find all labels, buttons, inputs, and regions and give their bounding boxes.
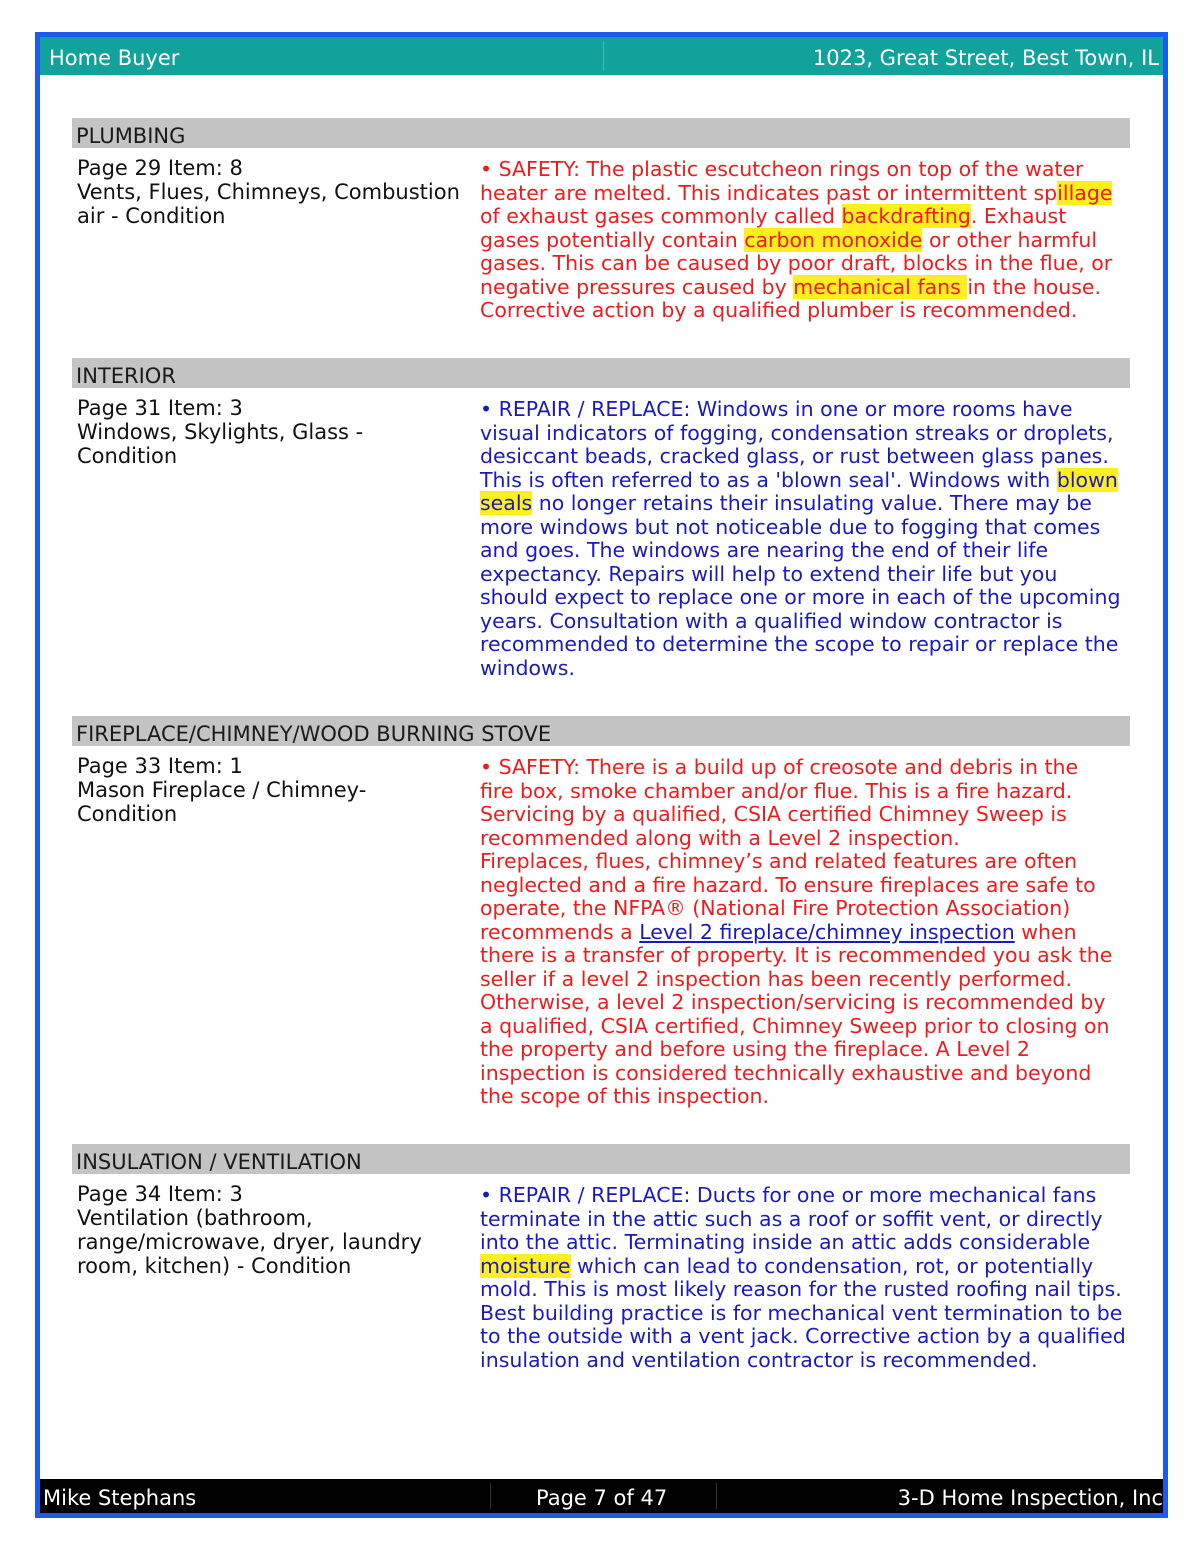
company-name: 3-D Home Inspection, Inc	[897, 1486, 1163, 1510]
comment-text: heater are melted. This indicates past or intermittent sp	[480, 180, 1058, 205]
comment-line	[480, 1085, 1130, 1109]
item-name-line: air - Condition	[77, 204, 226, 228]
comment-line	[480, 803, 1130, 827]
item-comment	[480, 158, 1130, 323]
inspection-link[interactable]: Level 2 fireplace/chimney inspection	[639, 919, 1015, 944]
item-comment	[480, 1184, 1130, 1372]
comment-text: • REPAIR / REPLACE: Windows in one or more rooms have	[480, 397, 1073, 421]
comment-text: no longer retains their insulating value. There may be	[532, 491, 1092, 515]
comment-text: there is a transfer of property. It is recommended you ask the	[480, 943, 1113, 967]
comment-text: the scope of this inspection.	[480, 1084, 770, 1108]
comment-line	[480, 850, 1130, 874]
section-title: FIREPLACE/CHIMNEY/WOOD BURNING STOVE	[72, 716, 1130, 746]
highlighted-term: seals	[480, 491, 533, 515]
comment-line	[480, 252, 1130, 276]
comment-text: desiccant beads, cracked glass, or rust between glass panes.	[480, 444, 1109, 468]
comment-text: fire box, smoke chamber and/or flue. This is a fire hazard.	[480, 778, 1073, 803]
comment-text: recommended to determine the scope to repair or replace the	[480, 632, 1119, 656]
comment-text: visual indicators of fogging, condensation streaks or droplets,	[480, 420, 1114, 445]
highlighted-term: blown	[1056, 467, 1118, 492]
item-reference	[77, 754, 457, 826]
comment-text: seller if a level 2 inspection has been recently performed.	[480, 966, 1072, 991]
section-fireplace	[72, 716, 1130, 1126]
item-reference	[77, 156, 460, 228]
comment-text: Best building practice is for mechanical vent termination to be	[480, 1300, 1123, 1325]
comment-line	[480, 1302, 1130, 1326]
item-name-line: Condition	[77, 802, 178, 826]
comment-text: Otherwise, a level 2 inspection/servicing is recommended by	[480, 990, 1106, 1014]
comment-line	[480, 610, 1130, 634]
comment-text: or other harmful	[922, 227, 1098, 252]
comment-line	[480, 921, 1130, 945]
client-label: Home Buyer	[49, 46, 180, 70]
highlighted-term: moisture	[480, 1253, 571, 1278]
highlighted-term: backdrafting	[841, 204, 971, 228]
comment-line	[480, 1231, 1130, 1255]
comment-line	[480, 756, 1130, 780]
comment-text: operate, the NFPA® (National Fire Protection Association)	[480, 896, 1071, 920]
comment-text: to the outside with a vent jack. Corrective action by a qualified	[480, 1324, 1126, 1348]
item-name-line: Condition	[77, 444, 178, 468]
page-header	[40, 37, 1163, 75]
page-number: Page 7 of 47	[536, 1486, 668, 1510]
comment-line	[480, 205, 1130, 229]
footer-divider	[716, 1483, 717, 1509]
comment-text: a qualified, CSIA certified, Chimney Sweep prior to closing on	[480, 1013, 1110, 1038]
comment-text: insulation and ventilation contractor is recommended.	[480, 1347, 1038, 1372]
item-comment	[480, 756, 1130, 1109]
comment-line	[480, 563, 1130, 587]
item-name-line: Mason Fireplace / Chimney-	[77, 778, 367, 802]
section-title: INTERIOR	[72, 358, 1130, 388]
comment-line	[480, 1278, 1130, 1302]
comment-text: gases potentially contain	[480, 227, 745, 252]
item-name-line: range/microwave, dryer, laundry	[77, 1230, 422, 1254]
comment-line	[480, 874, 1130, 898]
item-name-line: Vents, Flues, Chimneys, Combustion	[77, 180, 460, 204]
comment-text: negative pressures caused by	[480, 274, 794, 299]
comment-line	[480, 158, 1130, 182]
comment-line	[480, 539, 1130, 563]
comment-text: in the house.	[967, 274, 1102, 299]
comment-text: • SAFETY: There is a build up of creosote and debris in the	[480, 755, 1079, 779]
comment-line	[480, 469, 1130, 493]
comment-line	[480, 633, 1130, 657]
comment-line	[480, 182, 1130, 206]
page-frame	[35, 32, 1168, 1518]
comment-text: Servicing by a qualified, CSIA certified Chimney Sweep is	[480, 802, 1067, 826]
highlighted-term: carbon monoxide	[744, 227, 923, 252]
comment-text: inspection is considered technically exhaustive and beyond	[480, 1060, 1092, 1085]
comment-text: years. Consultation with a qualified window contractor is	[480, 608, 1063, 633]
comment-text: expectancy. Repairs will help to extend their life but you	[480, 561, 1058, 586]
comment-line	[480, 1349, 1130, 1373]
comment-line	[480, 1038, 1130, 1062]
comment-text: which can lead to condensation, rot, or potentially	[570, 1253, 1094, 1278]
comment-line	[480, 229, 1130, 253]
comment-line	[480, 1325, 1130, 1349]
comment-text: of exhaust gases commonly called	[480, 204, 842, 228]
comment-text: neglected and a fire hazard. To ensure fireplaces are safe to	[480, 872, 1096, 897]
item-location: Page 29 Item: 8	[77, 156, 243, 180]
inspector-name: Mike Stephans	[43, 1486, 197, 1510]
comment-text: recommended along with a Level 2 inspection.	[480, 825, 960, 850]
comment-line	[480, 586, 1130, 610]
comment-text: recommends a	[480, 919, 640, 944]
comment-text: more windows but not noticeable due to fogging that comes	[480, 514, 1101, 539]
item-comment	[480, 398, 1130, 680]
item-name-line: room, kitchen) - Condition	[77, 1254, 352, 1278]
item-location: Page 34 Item: 3	[77, 1182, 243, 1206]
comment-line	[480, 897, 1130, 921]
page-footer	[40, 1479, 1163, 1513]
comment-line	[480, 1255, 1130, 1279]
comment-text: and goes. The windows are nearing the end of their life	[480, 538, 1049, 562]
comment-line	[480, 422, 1130, 446]
comment-text: windows.	[480, 655, 575, 680]
section-plumbing	[72, 118, 1130, 338]
comment-line	[480, 968, 1130, 992]
comment-text: into the attic. Terminating inside an attic adds considerable	[480, 1230, 1091, 1254]
item-reference	[77, 396, 457, 468]
comment-line	[480, 445, 1130, 469]
section-insulation	[72, 1144, 1130, 1384]
comment-text: the property and before using the fireplace. A Level 2	[480, 1037, 1030, 1061]
comment-line	[480, 1015, 1130, 1039]
comment-line	[480, 827, 1130, 851]
comment-line	[480, 1184, 1130, 1208]
property-address: 1023, Great Street, Best Town, IL	[812, 46, 1159, 70]
comment-text: terminate in the attic such as a roof or soffit vent, or directly	[480, 1206, 1103, 1231]
comment-line	[480, 1208, 1130, 1232]
comment-text: Corrective action by a qualified plumber is recommended.	[480, 298, 1078, 322]
item-location: Page 33 Item: 1	[77, 754, 243, 778]
comment-line	[480, 944, 1130, 968]
highlighted-term: illage	[1057, 180, 1113, 205]
comment-line	[480, 1062, 1130, 1086]
item-name-line: Ventilation (bathroom,	[77, 1206, 313, 1230]
comment-line	[480, 780, 1130, 804]
comment-line	[480, 991, 1130, 1015]
header-divider	[603, 41, 604, 71]
comment-text: • REPAIR / REPLACE: Ducts for one or more mechanical fans	[480, 1183, 1097, 1207]
comment-text: when	[1014, 919, 1077, 944]
highlighted-term: mechanical fans	[793, 274, 968, 299]
item-name-line: Windows, Skylights, Glass -	[77, 420, 364, 444]
comment-text: . Exhaust	[970, 204, 1067, 228]
comment-line	[480, 516, 1130, 540]
comment-line	[480, 657, 1130, 681]
section-title: INSULATION / VENTILATION	[72, 1144, 1130, 1174]
comment-text: should expect to replace one or more in each of the upcoming	[480, 585, 1121, 609]
section-interior	[72, 358, 1130, 698]
comment-line	[480, 492, 1130, 516]
footer-divider	[490, 1483, 491, 1509]
comment-text: Fireplaces, flues, chimney’s and related features are often	[480, 849, 1078, 873]
comment-line	[480, 276, 1130, 300]
section-title: PLUMBING	[72, 118, 1130, 148]
comment-text: This is often referred to as a 'blown seal'. Windows with	[480, 467, 1057, 492]
comment-line	[480, 398, 1130, 422]
item-reference	[77, 1182, 457, 1278]
comment-text: • SAFETY: The plastic escutcheon rings on top of the water	[480, 157, 1084, 181]
comment-line	[480, 299, 1130, 323]
comment-text: gases. This can be caused by poor draft, blocks in the flue, or	[480, 251, 1113, 275]
item-location: Page 31 Item: 3	[77, 396, 243, 420]
comment-text: mold. This is most likely reason for the rusted roofing nail tips.	[480, 1277, 1122, 1301]
